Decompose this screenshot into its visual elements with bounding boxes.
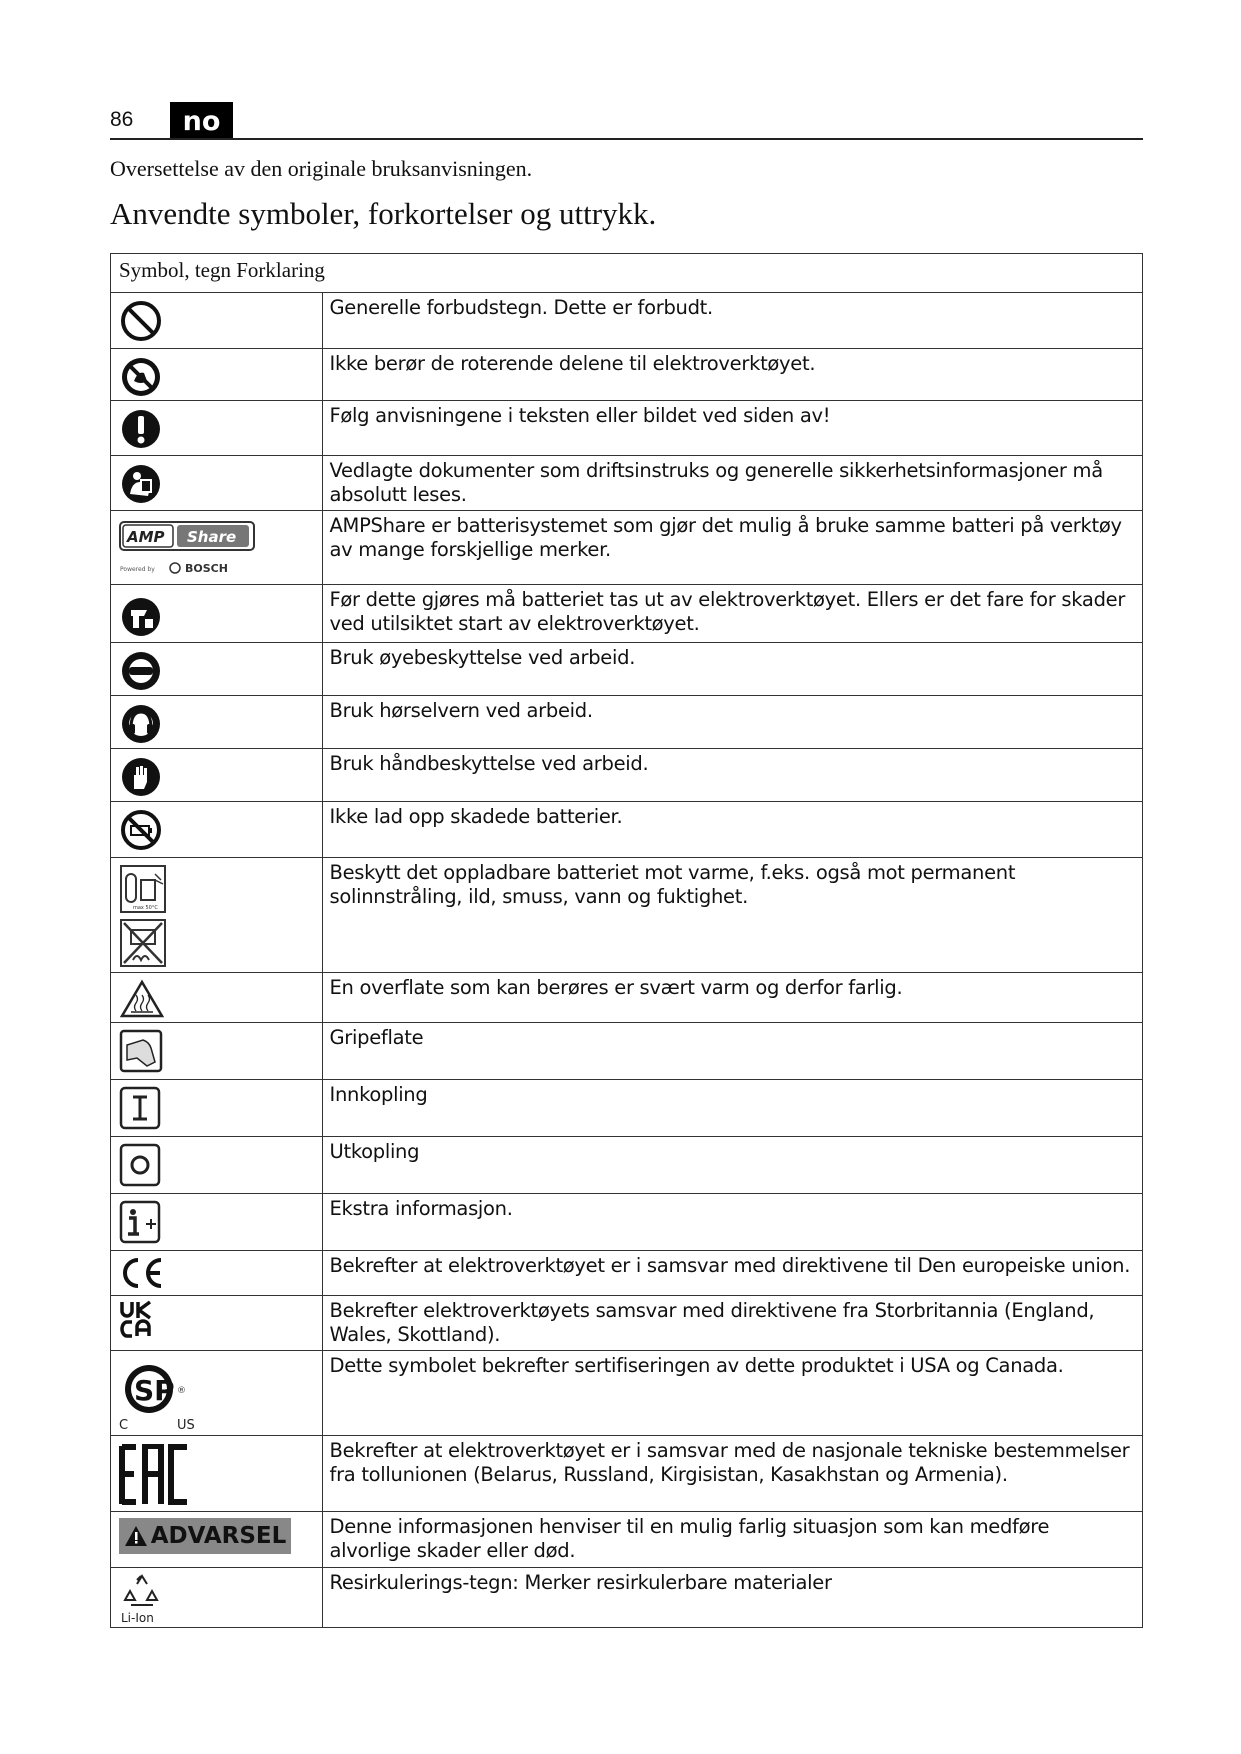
extra-info-icon xyxy=(119,1200,163,1244)
table-header-row xyxy=(111,254,1143,293)
hand-protection-icon xyxy=(119,755,163,799)
prohibition-icon xyxy=(119,299,163,343)
row-text: Bruk håndbeskyttelse ved arbeid. xyxy=(322,749,1143,802)
language-badge: no xyxy=(170,102,233,138)
ukca-mark-icon xyxy=(119,1300,155,1338)
csa-mark-icon xyxy=(119,1361,209,1431)
section-title: Anvendte symboler, forkortelser og uttrykk. xyxy=(110,196,657,231)
eac-mark-icon xyxy=(119,1444,191,1506)
table-header: Symbol, tegn Forklaring xyxy=(111,254,323,293)
table-row xyxy=(111,1194,1143,1251)
table-row xyxy=(111,1251,1143,1296)
row-text: Bruk øyebeskyttelse ved arbeid. xyxy=(322,643,1143,696)
symbols-table xyxy=(110,253,1143,1628)
row-text: Ikke berør de roterende delene til elektroverktøyet. xyxy=(322,349,1143,401)
table-row xyxy=(111,696,1143,749)
remove-battery-icon xyxy=(119,595,163,639)
svg-text:Share: Share xyxy=(187,528,237,546)
svg-text:US: US xyxy=(177,1418,195,1431)
row-text: Innkopling xyxy=(322,1080,1143,1137)
table-row xyxy=(111,349,1143,401)
mandatory-action-icon xyxy=(119,407,163,451)
ampshare-logo-icon xyxy=(119,519,259,579)
table-row xyxy=(111,1351,1143,1436)
warning-triangle-icon xyxy=(124,1525,148,1547)
switch-on-icon xyxy=(119,1086,163,1130)
table-row xyxy=(111,643,1143,696)
table-row xyxy=(111,973,1143,1023)
table-row xyxy=(111,1436,1143,1512)
table-row xyxy=(111,585,1143,643)
svg-text:BOSCH: BOSCH xyxy=(185,562,228,575)
row-text: Denne informasjonen henviser til en mulig farlig situasjon som kan medføre alvorlige skader eller død. xyxy=(322,1512,1143,1568)
switch-off-icon xyxy=(119,1143,163,1187)
warning-label-icon xyxy=(119,1518,291,1554)
row-text: Gripeflate xyxy=(322,1023,1143,1080)
read-manual-icon xyxy=(119,462,163,506)
svg-text:C: C xyxy=(119,1418,129,1431)
row-text: Bekrefter at elektroverktøyet er i samsvar med de nasjonale tekniske bestemmelser fra tollunionen (Belarus, Russland, Kirgisistan, Kasakhstan og Armenia). xyxy=(322,1436,1143,1512)
no-charging-damaged-battery-icon xyxy=(119,808,163,852)
svg-text:Li-Ion: Li-Ion xyxy=(121,1611,154,1625)
row-text: Ekstra informasjon. xyxy=(322,1194,1143,1251)
page-header xyxy=(110,100,1143,140)
table-row xyxy=(111,1023,1143,1080)
row-text: Følg anvisningene i teksten eller bildet ved siden av! xyxy=(322,401,1143,456)
row-text: Bekrefter elektroverktøyets samsvar med direktivene fra Storbritannia (England, Wales, Skottland). xyxy=(322,1296,1143,1351)
row-text: Vedlagte dokumenter som driftsinstruks og generelle sikkerhetsinformasjoner må absolutt leses. xyxy=(322,456,1143,511)
svg-text:Powered by: Powered by xyxy=(120,566,155,573)
ce-mark-icon xyxy=(119,1257,165,1289)
warning-label: ADVARSEL xyxy=(150,1523,287,1549)
table-row xyxy=(111,1296,1143,1351)
table-row xyxy=(111,456,1143,511)
row-text: Utkopling xyxy=(322,1137,1143,1194)
row-text: Bekrefter at elektroverktøyet er i samsvar med direktivene til Den europeiske union. xyxy=(322,1251,1143,1296)
row-text: Før dette gjøres må batteriet tas ut av elektroverktøyet. Ellers er det fare for skader ved utilsiktet start av elektroverktøyet. xyxy=(322,585,1143,643)
row-text: Dette symbolet bekrefter sertifiseringen av dette produktet i USA og Canada. xyxy=(322,1351,1143,1436)
table-row xyxy=(111,1568,1143,1628)
table-row xyxy=(111,401,1143,456)
page-number: 86 xyxy=(110,108,134,131)
battery-protection-icons xyxy=(119,864,169,968)
table-row xyxy=(111,858,1143,973)
svg-text:SP: SP xyxy=(134,1374,175,1407)
translation-note: Oversettelse av den originale bruksanvisningen. xyxy=(110,156,533,181)
table-row xyxy=(111,1512,1143,1568)
row-text: En overflate som kan berøres er svært varm og derfor farlig. xyxy=(322,973,1143,1023)
table-row xyxy=(111,749,1143,802)
table-row xyxy=(111,293,1143,349)
row-text: Ikke lad opp skadede batterier. xyxy=(322,802,1143,858)
grip-surface-icon xyxy=(119,1029,163,1073)
hot-surface-icon xyxy=(119,979,165,1019)
do-not-touch-rotating-parts-icon xyxy=(119,355,163,399)
row-text: Generelle forbudstegn. Dette er forbudt. xyxy=(322,293,1143,349)
table-row xyxy=(111,511,1143,585)
row-text: Beskytt det oppladbare batteriet mot varme, f.eks. også mot permanent solinnstråling, ild, smuss, vann og fuktighet. xyxy=(322,858,1143,973)
svg-text:AMP: AMP xyxy=(127,528,165,546)
row-text: Resirkulerings-tegn: Merker resirkulerbare materialer xyxy=(322,1568,1143,1628)
recycling-li-ion-icon xyxy=(119,1572,169,1626)
table-row xyxy=(111,1137,1143,1194)
svg-text:®: ® xyxy=(177,1386,186,1396)
hearing-protection-icon xyxy=(119,702,163,746)
table-row xyxy=(111,802,1143,858)
svg-text:max 50°C: max 50°C xyxy=(133,905,158,911)
row-text: AMPShare er batterisystemet som gjør det mulig å bruke samme batteri på verktøy av mange forskjellige merker. xyxy=(322,511,1143,585)
row-text: Bruk hørselvern ved arbeid. xyxy=(322,696,1143,749)
table-row xyxy=(111,1080,1143,1137)
eye-protection-icon xyxy=(119,649,163,693)
